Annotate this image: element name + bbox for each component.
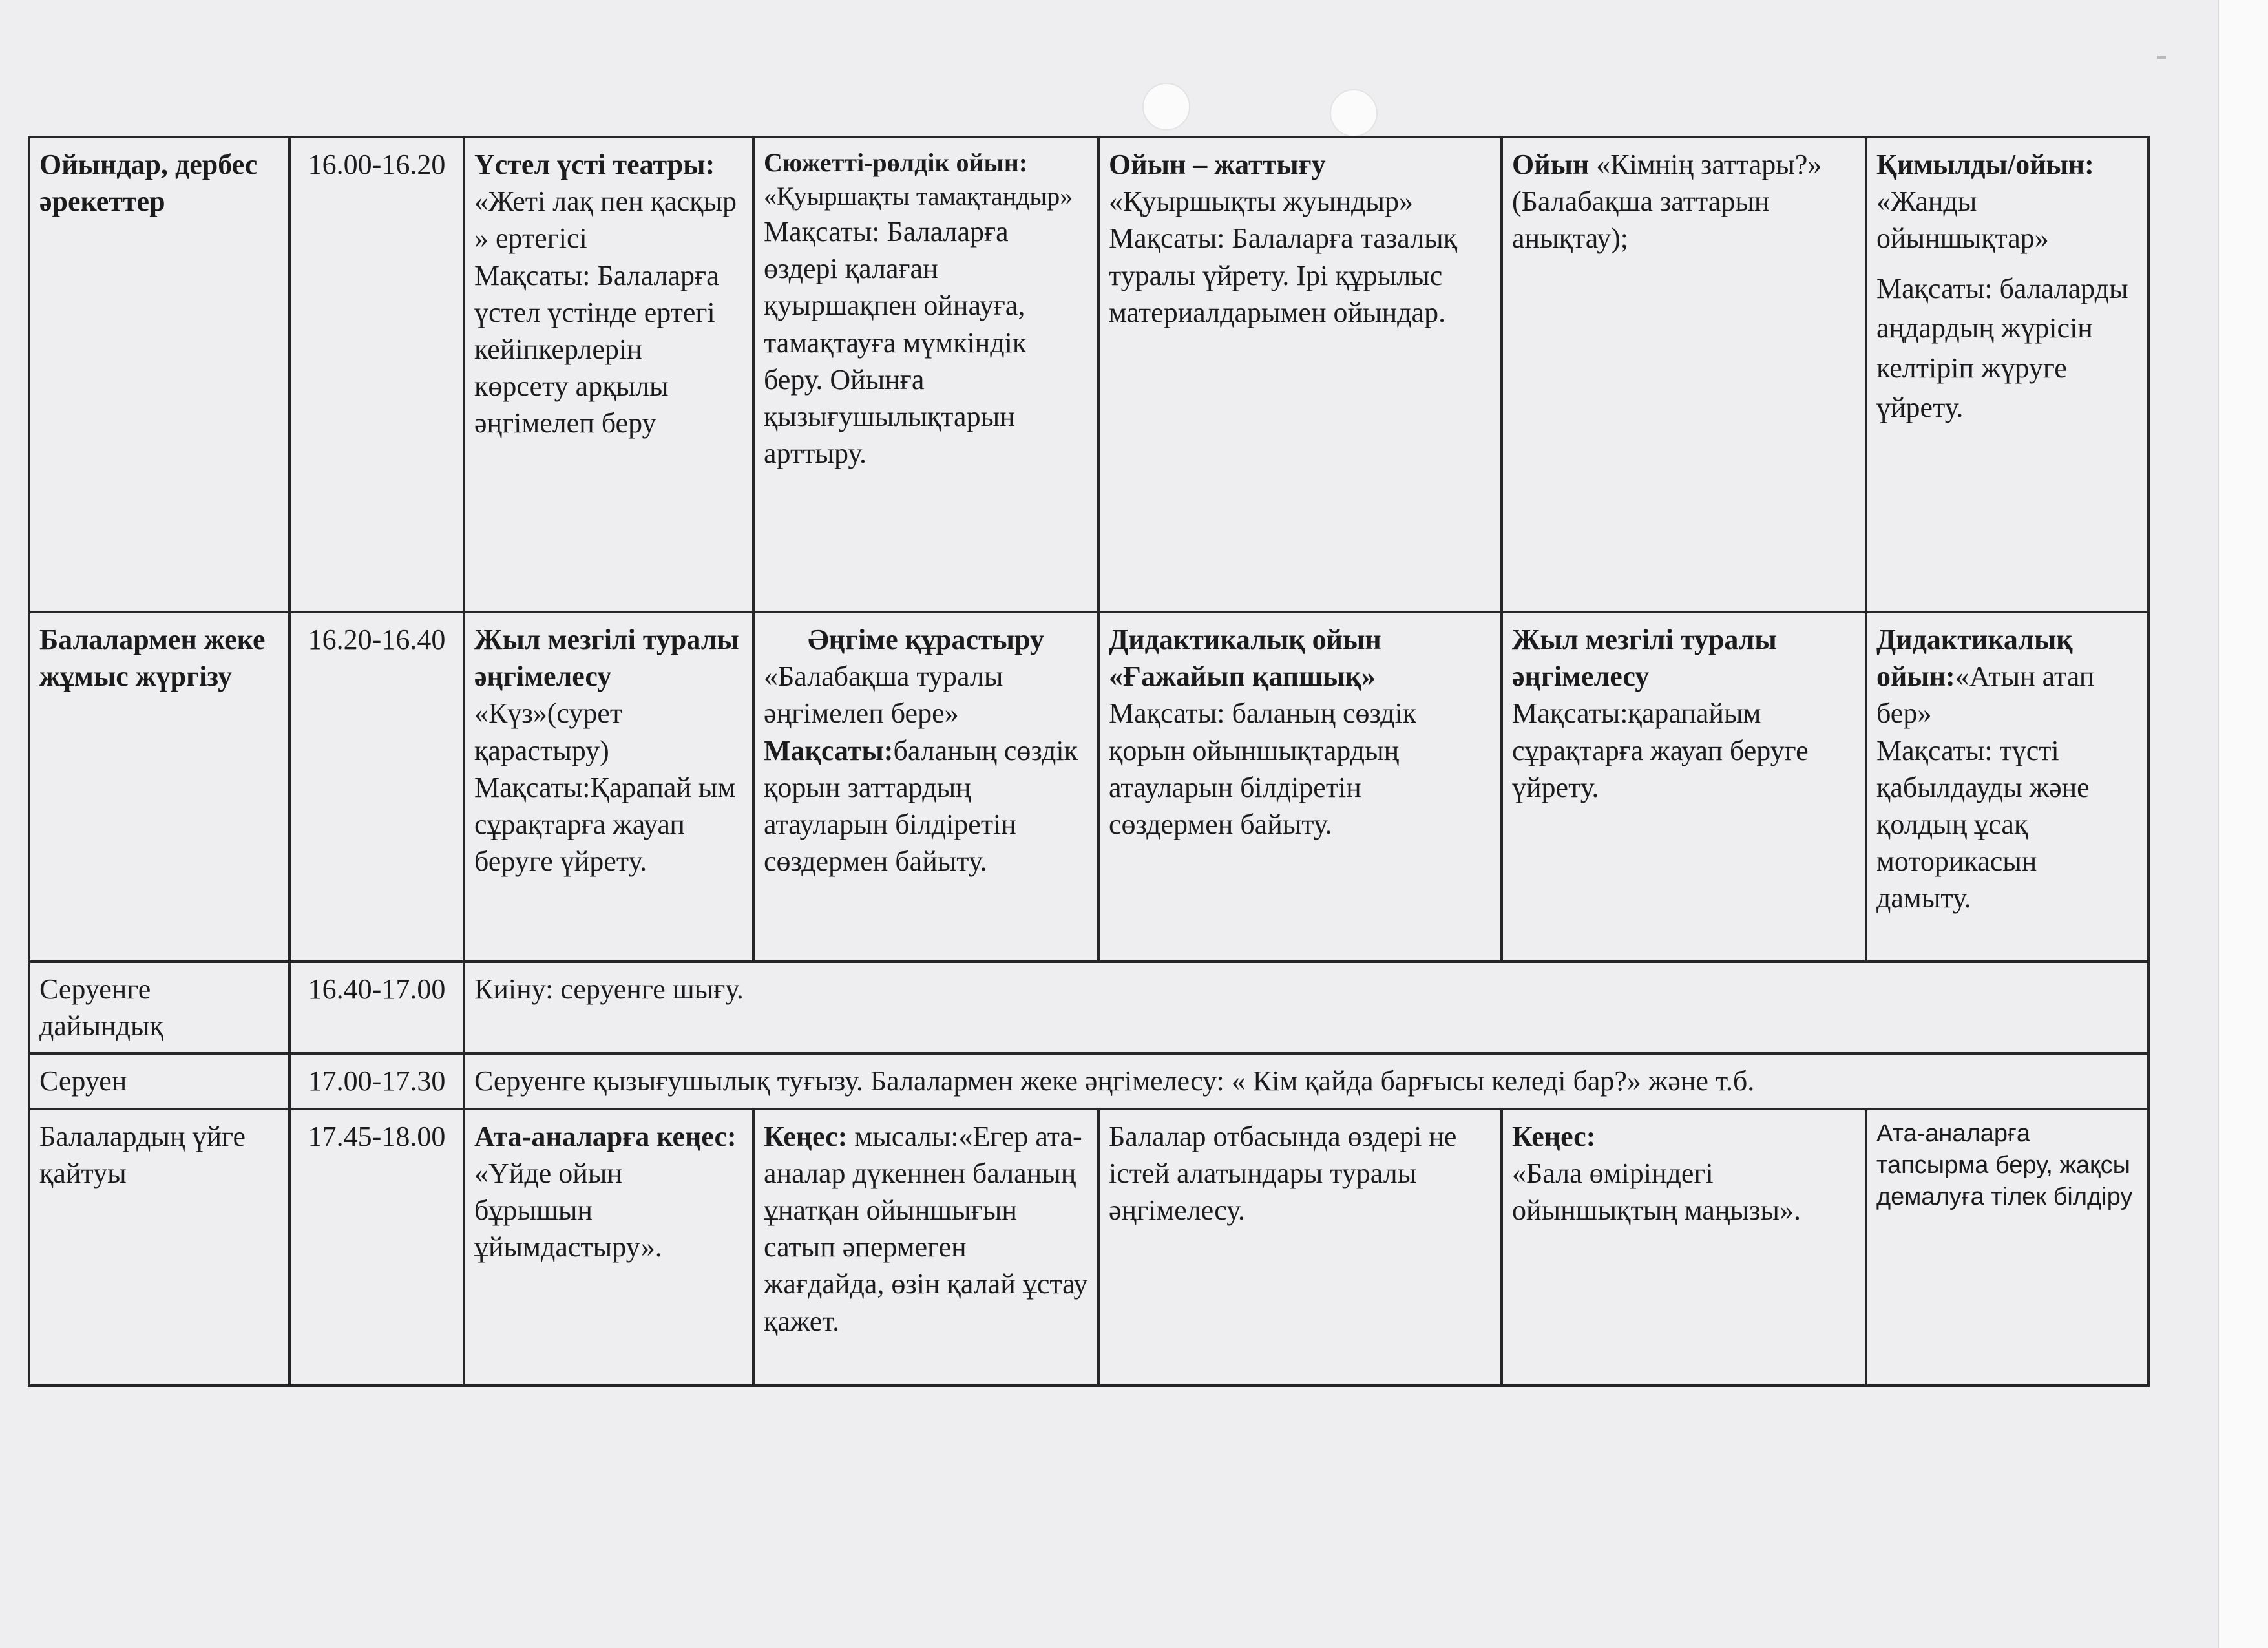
activity-cell: Серуен [29, 1053, 289, 1108]
cell-line: Балалар отбасында өздері не істей алатындары туралы әңгімелесу. [1109, 1120, 1457, 1226]
punch-hole-right [1330, 89, 1378, 137]
cell-line: «Атын атап бер» [1876, 660, 2095, 730]
cell-line: «Жеті лақ пен қасқыр » ертегісі [474, 185, 737, 255]
plan-cell [753, 612, 1098, 962]
time-cell: 17.45-18.00 [289, 1109, 464, 1386]
plan-cell [1866, 1109, 2148, 1386]
cell-body: Мақсаты: түсті қабылдауды және қолдың ұсақ моторикасын дамыту. [1876, 734, 2090, 914]
page-edge [2218, 0, 2268, 1648]
cell-line: «Бала өміріндегі ойыншықтың маңызы». [1512, 1157, 1801, 1226]
cell-title: Ойын – жаттығу [1109, 149, 1326, 180]
cell-body: Мақсаты: Балаларға тазалық туралы үйрету. Ірі құрылыс материалдарымен ойындар. [1109, 222, 1458, 328]
time-cell: 17.00-17.30 [289, 1053, 464, 1108]
plan-cell [753, 1109, 1098, 1386]
cell-line: «Қуыршықты жуындыр» [1109, 185, 1413, 218]
cell-line: «Үйде ойын бұрышын ұйымдастыру». [474, 1157, 662, 1263]
daily-plan-table [28, 136, 2150, 1387]
cell-body: Мақсаты:қарапайым сұрақтарға жауап беруге үйрету. [1512, 697, 1809, 803]
table-row [29, 962, 2148, 1053]
cell-title: Дидактикалық ойын «Ғажайып қапшық» [1109, 624, 1381, 693]
cell-title: Сюжетті-рөлдік ойын: [764, 148, 1028, 177]
cell-title: Ойын [1512, 149, 1590, 180]
cell-body: баланың сөздік қорын заттардың атауларын білдіретін сөздермен байыту. [764, 734, 1078, 878]
merged-plan-cell: Серуенге қызығушылық туғызу. Балалармен жеке әңгімелесу: « Кім қайда барғысы келеді бар?» және т.б. [464, 1053, 2148, 1108]
cell-line: «Балабақша туралы әңгімелеп бере» [764, 660, 1003, 730]
cell-body: Мақсаты: Балаларға үстел үстінде ертегі кейіпкерлерін көрсету арқылы әңгімелеп беру [474, 259, 719, 439]
merged-plan-cell: Киіну: серуенге шығу. [464, 962, 2148, 1053]
cell-title: Қимылды/ойын: [1876, 149, 2094, 180]
table-row [29, 1109, 2148, 1386]
cell-title: Жыл мезгілі туралы әңгімелесу [1512, 624, 1777, 693]
cell-line: «Қуыршақты тамақтандыр» [764, 182, 1073, 211]
time-cell: 16.40-17.00 [289, 962, 464, 1053]
punch-hole-left [1142, 83, 1190, 131]
cell-title: Кеңес: [764, 1120, 848, 1152]
cell-body-label: Мақсаты: [764, 734, 894, 766]
cell-body: Мақсаты: балаларды аңдардың жүрісін келтіріп жүруге үйрету. [1876, 272, 2128, 424]
activity-cell: Балалармен жеке жұмыс жүргізу [29, 612, 289, 962]
table-row [29, 137, 2148, 612]
plan-cell [1098, 1109, 1502, 1386]
cell-line: мысалы:«Егер ата-аналар дүкеннен баланың ұнатқан ойыншығын сатып әпермеген жағдайда, өзін қалай ұстау қажет. [764, 1120, 1088, 1337]
cell-title: Жыл мезгілі туралы әңгімелесу [474, 624, 739, 693]
plan-cell [1098, 612, 1502, 962]
cell-body: Мақсаты:Қарапай ым сұрақтарға жауап беруге үйрету. [474, 771, 736, 878]
cell-line: «Күз»(сурет қарастыру) [474, 697, 623, 766]
plan-cell [464, 612, 753, 962]
cell-title: Дидактикалық ойын: [1876, 624, 2073, 693]
plan-cell [1866, 612, 2148, 962]
plan-cell [1098, 137, 1502, 612]
time-cell: 16.00-16.20 [289, 137, 464, 612]
table-row [29, 1053, 2148, 1108]
plan-cell [1502, 612, 1866, 962]
cell-title: Әңгіме құрастыру [808, 624, 1044, 655]
cell-line: «Кімнің заттары?» (Балабақша заттарын анықтау); [1512, 149, 1822, 255]
plan-cell [753, 137, 1098, 612]
time-cell: 16.20-16.40 [289, 612, 464, 962]
cell-line: Ата-аналарға тапсырма беру, жақсы демалуға тілек білдіру [1876, 1119, 2133, 1211]
plan-cell [464, 137, 753, 612]
activity-cell: Балалардың үйге қайтуы [29, 1109, 289, 1386]
plan-cell [1866, 137, 2148, 612]
scan-mark [2157, 56, 2166, 59]
cell-body: Мақсаты: Балаларға өздері қалаған қуыршақпен ойнауға, тамақтауға мүмкіндік беру. Ойынға қызығушылықтарын арттыру. [764, 216, 1027, 470]
cell-line: «Жанды ойыншықтар» [1876, 185, 2049, 255]
cell-body: Мақсаты: баланың сөздік қорын ойыншықтардың атауларын білдіретін сөздермен байыту. [1109, 697, 1417, 840]
plan-cell [1502, 1109, 1866, 1386]
plan-cell [1502, 137, 1866, 612]
cell-title: Үстел үсті театры: [474, 149, 715, 180]
plan-cell [464, 1109, 753, 1386]
table-row [29, 612, 2148, 962]
activity-cell: Серуенге дайындық [29, 962, 289, 1053]
cell-title: Ата-аналарға кеңес: [474, 1120, 737, 1152]
cell-title: Кеңес: [1512, 1120, 1596, 1152]
activity-cell: Ойындар, дербес әрекеттер [29, 137, 289, 612]
